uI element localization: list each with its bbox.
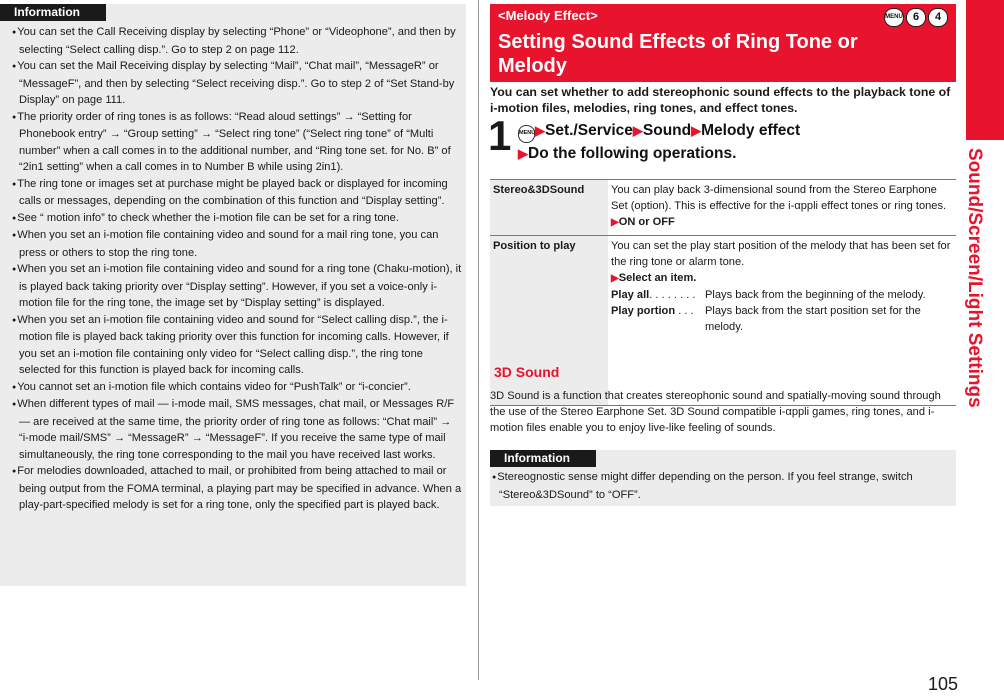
information-label: Information [490, 450, 596, 467]
arrow-icon: ▶ [535, 123, 545, 138]
arrow-icon: ▶ [691, 123, 702, 138]
intro-text: You can set whether to add stereophonic sound effects to the playback tone of i-motion files, melodies, ring tones, and effect tones. [490, 85, 951, 115]
step-number: 1 [488, 112, 512, 159]
menu-key-icon: MENU [884, 8, 904, 27]
information-text: ●Stereognostic sense might differ depending on the person. If you feel strange, switch “Stereo&3DSound” to “OFF”. [492, 471, 913, 501]
side-tab-label: Sound/Screen/Light Settings [964, 148, 985, 408]
list-item: ●For melodies downloaded, attached to mail, or prohibited from being attached to mail or being output from the FOMA terminal, a playing part may be specified in advance. When a play-part-specified melody is set for a ring tone, only the specified part is played back. [12, 465, 462, 511]
page-number: 105 [927, 674, 958, 694]
section-header [490, 4, 956, 82]
menu-key-icon: MENU [518, 125, 535, 143]
list-item: ●When you set an i-motion file containing video and sound for a ring tone (Chaku-motion), it is played back taking priority over “Display setting”. However, if you set a voice-only i-motion file for the ring tone, the image set by “Display setting” is displayed. [12, 263, 462, 309]
section-badge: 3D Sound [490, 363, 573, 382]
column-divider [478, 0, 479, 680]
list-item: ●When different types of mail — i-mode mail, SMS messages, chat mail, or Messages R/F — are received at the same time, the priority order of ring tone as follows: “Chat mail” → “i-mode mail/SMS” → “MessageR” → “MessageF”. If you receive the same type of mail simultaneously, the ring tone corresponding to the mail you have received last works. [12, 398, 455, 461]
page-title: Setting Sound Effects of Ring Tone or Melody [498, 31, 858, 77]
list-item: ●You can set the Call Receiving display by selecting “Phone” or “Videophone”, and then by selecting “Select calling disp.”. Go to step 2 on page 112. [12, 26, 456, 56]
arrow-icon: ▶ [611, 217, 619, 228]
list-item: ●When you set an i-motion file containing video and sound for a mail ring tone, you can press or others to stop the ring tone. [12, 229, 439, 259]
arrow-icon: ▶ [518, 146, 528, 161]
side-tab-marker [966, 0, 1004, 140]
step-path: MENU▶Set./Service▶Sound▶Melody effect [518, 122, 800, 143]
shortcut-keys [884, 8, 948, 27]
information-label: Information [0, 4, 106, 21]
row-desc: You can set the play start position of the melody that has been set for the ring tone or alarm tone. ▶Select an item. Play all. . . . . . . . Plays back from the beginning of the melody. Play portion . . . Plays back from the start position set for the melody. [608, 236, 956, 406]
step-instruction: ▶Do the following operations. [518, 145, 737, 162]
list-item: ●When you set an i-motion file containing video and sound for “Select calling disp.”, the i-motion file is played back taking priority over this function for incoming calls. However, if you set an i-motion file containing only video for “Select calling disp.”, the ring tone selected for this function is played back for incoming calls. [12, 313, 449, 376]
list-item: ●See “ motion info” to check whether the i-motion file can be set for a ring tone. [12, 211, 399, 224]
arrow-icon: ▶ [632, 123, 643, 138]
row-name: Stereo&3DSound [490, 180, 608, 236]
key-4-icon: 4 [928, 8, 948, 27]
row-name: Position to play [490, 236, 608, 406]
header-subtitle: <Melody Effect> [498, 8, 598, 23]
row-desc: You can play back 3-dimensional sound from the Stereo Earphone Set (option). This is effective for the i-αppli effect tones or ring tones. ▶ON or OFF [608, 180, 956, 236]
table-row [490, 180, 956, 236]
key-6-icon: 6 [906, 8, 926, 27]
list-item: ●You cannot set an i-motion file which contains video for “PushTalk” or “i-concier”. [12, 380, 411, 393]
option-row: Play all. . . . . . . . Plays back from the beginning of the melody. [611, 289, 926, 301]
list-item: ●The priority order of ring tones is as follows: “Read aloud settings” → “Setting for Phonebook entry” → “Group setting” → “Select ring tone” (“Select ring tone” of “Multi number” when a call comes in to the additional number, and “Ring tone set. for No. B” of “2in1 setting” when a call comes in to Number B while using 2in1). [12, 110, 451, 173]
list-item: ●You can set the Mail Receiving display by selecting “Mail”, “Chat mail”, “MessageR” or “MessageF”, and then by selecting “Select receiving disp.”. Go to step 2 of “Set Stand-by Display” on page 111. [12, 60, 455, 106]
section-text: 3D Sound is a function that creates stereophonic sound and spatially-moving sound through the use of the Stereo Earphone Set. 3D Sound compatible i-αppli games, ring tones, and i-motion files enable you to enjoy live-like feeling of sounds. [490, 390, 941, 434]
information-list [12, 24, 462, 514]
list-item: ●The ring tone or images set at purchase might be played back or displayed for incoming calls or messages, depending on the combination of this function and “Display setting”. [12, 177, 448, 207]
option-row: Play portion . . . Plays back from the start position set for the melody. [611, 305, 921, 333]
arrow-icon: ▶ [611, 273, 619, 284]
